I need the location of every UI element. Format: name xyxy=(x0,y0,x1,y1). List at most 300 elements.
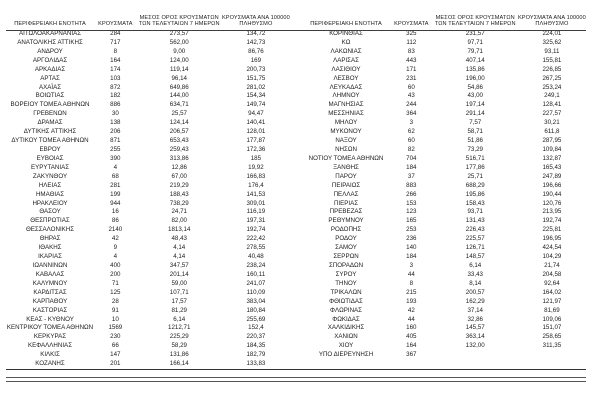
avg7-cell: 67,00 xyxy=(171,172,187,180)
table-row xyxy=(302,289,586,298)
table-row xyxy=(302,217,586,226)
region-cell: ΝΑΞΟΥ xyxy=(335,137,357,145)
avg7-cell: 51,86 xyxy=(467,137,483,145)
table-row xyxy=(6,164,290,173)
per100k-cell: 180,84 xyxy=(246,306,266,314)
region-cell: ΚΕΦΑΛΛΗΝΙΑΣ xyxy=(28,342,73,350)
region-cell: ΑΝΑΤΟΛΙΚΗΣ ΑΤΤΙΚΗΣ xyxy=(17,38,83,46)
cases-cell: 42 xyxy=(407,306,415,314)
per100k-cell: 120,76 xyxy=(542,199,562,207)
per100k-cell: 224,01 xyxy=(542,30,562,37)
avg7-cell: 363,14 xyxy=(465,333,485,341)
table-row xyxy=(302,262,586,271)
per100k-cell: 128,01 xyxy=(246,128,266,136)
per100k-cell: 154,34 xyxy=(246,92,266,100)
cases-cell: 871 xyxy=(110,137,121,145)
table-row xyxy=(302,244,586,253)
avg7-cell: 124,14 xyxy=(169,119,189,127)
cases-cell: 944 xyxy=(110,199,121,207)
per100k-cell: 241,07 xyxy=(246,279,266,287)
avg7-cell: 9,00 xyxy=(173,47,186,55)
region-cell: ΕΥΡΥΤΑΝΙΑΣ xyxy=(30,163,70,171)
region-cell: ΚΟΡΙΝΘΙΑΣ xyxy=(329,30,363,37)
table-row xyxy=(302,342,586,351)
table-row xyxy=(302,316,586,325)
col-header-avg7 xyxy=(433,4,518,30)
per100k-cell: 200,73 xyxy=(246,65,266,73)
region-cell: ΠΑΡΟΥ xyxy=(335,172,357,180)
cases-cell: 30 xyxy=(111,110,119,118)
cases-cell: 165 xyxy=(406,217,417,225)
table-row xyxy=(6,280,290,289)
per100k-cell: 311,35 xyxy=(542,342,562,350)
region-cell: ΑΡΚΑΔΙΑΣ xyxy=(34,65,66,73)
table-row xyxy=(302,191,586,200)
avg7-cell: 200,57 xyxy=(465,288,485,296)
per100k-cell: 169 xyxy=(250,56,262,64)
avg7-cell: 93,71 xyxy=(467,208,483,216)
region-cell: ΛΑΣΙΘΙΟΥ xyxy=(331,65,361,73)
per100k-cell: 92,64 xyxy=(544,279,560,287)
per100k-cell: 204,58 xyxy=(542,270,562,278)
table-row xyxy=(302,146,586,155)
per100k-cell: 152,4 xyxy=(248,324,264,332)
per100k-cell: 149,74 xyxy=(246,101,266,109)
per100k-cell: 21,74 xyxy=(544,261,560,269)
region-cell: ΛΗΜΝΟΥ xyxy=(332,92,360,100)
cases-cell: 215 xyxy=(406,288,417,296)
header-row xyxy=(302,4,586,30)
col-header-avg7 xyxy=(137,4,222,30)
per100k-cell: 134,72 xyxy=(246,30,266,37)
per100k-cell: 116,19 xyxy=(246,208,266,216)
cases-cell: 405 xyxy=(406,333,417,341)
avg7-cell: 82,00 xyxy=(171,217,187,225)
region-cell: ΜΕΣΣΗΝΙΑΣ xyxy=(328,110,364,118)
avg7-cell: 37,14 xyxy=(467,306,483,314)
per100k-cell: 253,24 xyxy=(542,83,562,91)
per100k-cell: 309,01 xyxy=(246,199,266,207)
avg7-cell: 25,57 xyxy=(171,110,187,118)
table-row xyxy=(6,57,290,66)
region-cell: ΖΑΚΥΝΘΟΥ xyxy=(32,172,68,180)
table-row xyxy=(6,119,290,128)
region-cell: ΦΩΚΙΔΑΣ xyxy=(332,315,360,323)
table-body-right xyxy=(302,30,586,360)
table-row xyxy=(6,351,290,360)
cases-cell: 325 xyxy=(406,30,417,37)
cases-cell: 8 xyxy=(113,47,118,55)
cases-cell: 266 xyxy=(406,190,417,198)
avg7-cell: 516,71 xyxy=(465,154,485,162)
avg7-cell: 231,57 xyxy=(465,30,485,37)
region-cell: ΗΜΑΘΙΑΣ xyxy=(35,190,65,198)
cases-cell: 4 xyxy=(113,253,118,261)
per100k-cell: 177,87 xyxy=(246,137,266,145)
avg7-cell: 562,00 xyxy=(169,38,189,46)
table-row xyxy=(302,137,586,146)
cases-cell: 201 xyxy=(110,360,121,368)
per100k-cell: 151,07 xyxy=(542,324,562,332)
table-row xyxy=(6,128,290,137)
region-cell: ΘΗΡΑΣ xyxy=(39,235,61,243)
region-cell: ΠΕΛΛΑΣ xyxy=(333,190,359,198)
region-cell: ΜΗΛΟΥ xyxy=(334,119,358,127)
cases-cell: 200 xyxy=(110,270,121,278)
cases-cell: 236 xyxy=(406,235,417,243)
cases-cell: 91 xyxy=(111,306,119,314)
region-cell: ΧΙΟΥ xyxy=(338,342,354,350)
table-row xyxy=(6,200,290,209)
table-row xyxy=(6,208,290,217)
avg7-cell: 6,14 xyxy=(469,261,482,269)
region-cell: ΔΥΤΙΚΟΥ ΤΟΜΕΑ ΑΘΗΝΩΝ xyxy=(11,137,89,145)
per100k-cell: 184,35 xyxy=(246,342,266,350)
cases-cell: 112 xyxy=(406,38,417,46)
region-cell: ΧΑΛΚΙΔΙΚΗΣ xyxy=(327,324,365,332)
cases-cell: 71 xyxy=(111,279,119,287)
col-header-per100k xyxy=(222,4,290,30)
region-cell: ΑΝΔΡΟΥ xyxy=(37,47,63,55)
per100k-cell: 142,73 xyxy=(246,38,266,46)
avg7-cell: 12,86 xyxy=(171,163,187,171)
table-row xyxy=(6,307,290,316)
cases-cell: 43 xyxy=(407,92,415,100)
table-row xyxy=(6,101,290,110)
cases-cell: 231 xyxy=(406,74,417,82)
avg7-cell: 158,43 xyxy=(465,199,485,207)
region-cell: ΣΕΡΡΩΝ xyxy=(333,253,359,261)
table-row xyxy=(6,137,290,146)
cases-cell: 153 xyxy=(406,199,417,207)
avg7-cell: 649,86 xyxy=(169,83,189,91)
cases-cell: 140 xyxy=(406,244,417,252)
table-row xyxy=(302,128,586,137)
cases-cell: 281 xyxy=(110,181,121,189)
table-row xyxy=(6,271,290,280)
per100k-header-line2: ΠΛΗΘΥΣΜΟ xyxy=(239,21,273,28)
table-row xyxy=(6,30,290,39)
avg7-cell: 291,14 xyxy=(465,110,485,118)
table-row xyxy=(6,39,290,48)
avg7-cell: 313,86 xyxy=(169,154,189,162)
avg7-header-line1: ΜΕΣΟΣ ΟΡΟΣ ΚΡΟΥΣΜΑΤΩΝ xyxy=(435,14,515,21)
avg7-cell: 197,14 xyxy=(465,101,485,109)
region-cell: ΚΑΒΑΛΑΣ xyxy=(35,270,65,278)
cases-cell: 400 xyxy=(110,261,121,269)
region-cell: ΠΕΙΡΑΙΩΣ xyxy=(331,181,361,189)
table-row xyxy=(6,316,290,325)
table-row xyxy=(302,333,586,342)
regional-cases-table-right xyxy=(302,4,586,360)
per100k-cell: 140,41 xyxy=(246,119,266,127)
table-row xyxy=(302,57,586,66)
region-cell: ΓΡΕΒΕΝΩΝ xyxy=(33,110,67,118)
per100k-cell: 287,95 xyxy=(542,137,562,145)
cases-cell: 206 xyxy=(110,128,121,136)
region-cell: ΑΙΤΩΛΟΑΚΑΡΝΑΝΙΑΣ xyxy=(18,30,82,37)
table-row xyxy=(302,75,586,84)
cases-cell: 123 xyxy=(406,208,417,216)
avg7-cell: 201,14 xyxy=(169,270,189,278)
avg7-header-line1: ΜΕΣΟΣ ΟΡΟΣ ΚΡΟΥΣΜΑΤΩΝ xyxy=(139,14,219,21)
region-cell: ΝΟΤΙΟΥ ΤΟΜΕΑ ΑΘΗΝΩΝ xyxy=(308,154,384,162)
table-row xyxy=(302,271,586,280)
per100k-cell: 255,69 xyxy=(246,315,266,323)
avg7-cell: 738,29 xyxy=(169,199,189,207)
per100k-cell: 267,25 xyxy=(542,74,562,82)
region-cell: ΘΑΣΟΥ xyxy=(39,208,61,216)
per100k-cell: 141,53 xyxy=(246,190,266,198)
cases-cell: 147 xyxy=(110,351,121,359)
per100k-cell: 164,02 xyxy=(542,288,562,296)
region-cell: ΚΕΡΚΥΡΑΣ xyxy=(33,333,67,341)
avg7-cell: 107,71 xyxy=(169,288,189,296)
cases-cell: 199 xyxy=(110,190,121,198)
avg7-cell: 4,14 xyxy=(173,244,186,252)
per100k-cell: 172,36 xyxy=(246,145,266,153)
region-cell: ΤΗΝΟΥ xyxy=(335,279,357,287)
cases-cell: 164 xyxy=(406,342,417,350)
table-row xyxy=(302,208,586,217)
table-row xyxy=(6,146,290,155)
region-cell: ΛΕΣΒΟΥ xyxy=(333,74,359,82)
table-row xyxy=(6,235,290,244)
avg7-cell: 144,00 xyxy=(169,92,189,100)
avg7-cell: 188,43 xyxy=(169,190,189,198)
region-cell: ΦΘΙΩΤΙΔΑΣ xyxy=(329,297,363,305)
avg7-cell: 97,71 xyxy=(467,38,483,46)
avg7-cell: 135,86 xyxy=(465,65,485,73)
cases-cell: 103 xyxy=(110,74,121,82)
table-row xyxy=(302,119,586,128)
cases-cell: 83 xyxy=(407,47,415,55)
region-cell: ΗΛΕΙΑΣ xyxy=(38,181,62,189)
avg7-cell: 59,00 xyxy=(171,279,187,287)
avg7-cell: 177,86 xyxy=(465,163,485,171)
avg7-cell: 145,57 xyxy=(465,324,485,332)
region-cell: ΔΥΤΙΚΗΣ ΑΤΤΙΚΗΣ xyxy=(23,128,77,136)
avg7-cell: 79,71 xyxy=(467,47,483,55)
cases-cell: 174 xyxy=(110,65,121,73)
avg7-cell: 8,14 xyxy=(469,279,482,287)
avg7-cell: 7,57 xyxy=(469,119,482,127)
tables-container xyxy=(6,4,586,369)
per100k-header-line1: ΚΡΟΥΣΜΑΤΑ ΑΝΑ 100000 xyxy=(221,14,290,21)
cases-cell: 284 xyxy=(110,30,121,37)
region-cell: ΑΡΤΑΣ xyxy=(40,74,60,82)
cases-cell: 704 xyxy=(406,154,417,162)
region-cell: ΡΟΔΟΠΗΣ xyxy=(330,226,362,234)
avg7-cell: 226,43 xyxy=(465,226,485,234)
regional-cases-table-left xyxy=(6,4,290,369)
avg7-cell: 96,14 xyxy=(171,74,187,82)
region-cell: ΛΑΡΙΣΑΣ xyxy=(333,56,359,64)
cases-cell: 443 xyxy=(406,56,417,64)
avg7-cell: 196,00 xyxy=(465,74,485,82)
cases-cell: 364 xyxy=(406,110,417,118)
per100k-cell: 238,24 xyxy=(246,261,266,269)
per100k-cell: 176,4 xyxy=(248,181,264,189)
footer-divider-top xyxy=(6,377,586,378)
avg7-cell: 4,14 xyxy=(173,253,186,261)
per100k-cell: 121,97 xyxy=(542,297,562,305)
region-cell: ΧΑΝΙΩΝ xyxy=(334,333,358,341)
per100k-cell: 128,41 xyxy=(542,101,562,109)
cases-cell: 62 xyxy=(407,128,415,136)
region-cell: ΘΕΣΠΡΩΤΙΑΣ xyxy=(30,217,70,225)
avg7-cell: 653,43 xyxy=(169,137,189,145)
table-row xyxy=(302,48,586,57)
col-header-region: ΠΕΡΙΦΕΡΕΙΑΚΗ ΕΝΟΤΗΤΑ xyxy=(14,21,86,28)
table-row xyxy=(302,298,586,307)
table-row xyxy=(6,226,290,235)
table-row xyxy=(302,110,586,119)
cases-cell: 44 xyxy=(407,315,415,323)
per100k-cell: 281,02 xyxy=(246,83,266,91)
per100k-cell: 226,85 xyxy=(542,65,562,73)
region-cell: ΜΥΚΟΝΟΥ xyxy=(330,128,362,136)
avg7-header-line2: ΤΩΝ ΤΕΛΕΥΤΑΙΩΝ 7 ΗΜΕΡΩΝ xyxy=(434,21,516,28)
table-row xyxy=(6,253,290,262)
avg7-cell: 162,29 xyxy=(465,297,485,305)
table-row xyxy=(6,360,290,369)
table-header-left xyxy=(6,4,290,30)
table-row xyxy=(6,48,290,57)
region-cell: ΑΡΓΟΛΙΔΑΣ xyxy=(32,56,68,64)
cases-cell: 1569 xyxy=(108,324,123,332)
table-row xyxy=(302,324,586,333)
region-cell: ΡΕΘΥΜΝΟΥ xyxy=(328,217,364,225)
avg7-cell: 58,71 xyxy=(467,128,483,136)
region-cell: ΝΗΣΩΝ xyxy=(335,145,357,153)
table-row xyxy=(302,253,586,262)
avg7-cell: 73,29 xyxy=(467,145,483,153)
col-header-cases: ΚΡΟΥΣΜΑΤΑ xyxy=(394,21,429,28)
per100k-cell: 424,54 xyxy=(542,244,562,252)
avg7-cell: 1212,71 xyxy=(168,324,191,332)
cases-cell: 28 xyxy=(111,297,119,305)
per100k-cell: 132,87 xyxy=(542,154,562,162)
per100k-cell: 110,09 xyxy=(246,288,266,296)
avg7-cell: 6,14 xyxy=(173,315,186,323)
cases-cell: 184 xyxy=(406,253,417,261)
table-row xyxy=(6,342,290,351)
per100k-cell: 225,81 xyxy=(542,226,562,234)
cases-cell: 2140 xyxy=(108,226,123,234)
table-row xyxy=(302,200,586,209)
region-cell: ΞΑΝΘΗΣ xyxy=(333,163,359,171)
avg7-cell: 131,86 xyxy=(169,351,189,359)
avg7-cell: 119,14 xyxy=(169,65,189,73)
per100k-cell: 258,65 xyxy=(542,333,562,341)
cases-cell: 367 xyxy=(406,351,417,359)
table-row xyxy=(302,182,586,191)
avg7-cell: 131,43 xyxy=(465,217,485,225)
avg7-cell: 634,71 xyxy=(169,101,189,109)
table-row xyxy=(6,217,290,226)
avg7-cell: 148,57 xyxy=(465,253,485,261)
table-row xyxy=(6,191,290,200)
region-cell: ΗΡΑΚΛΕΙΟΥ xyxy=(32,199,68,207)
header-divider xyxy=(6,30,586,31)
table-row xyxy=(6,66,290,75)
avg7-cell: 126,71 xyxy=(465,244,485,252)
avg7-cell: 24,71 xyxy=(171,208,187,216)
cases-cell: 138 xyxy=(110,119,121,127)
header-row xyxy=(6,4,290,30)
region-cell: ΣΑΜΟΥ xyxy=(335,244,357,252)
cases-cell: 255 xyxy=(110,145,121,153)
per100k-cell: 196,66 xyxy=(542,181,562,189)
per100k-cell: 155,81 xyxy=(542,56,562,64)
cases-cell: 184 xyxy=(406,163,417,171)
avg7-cell: 688,29 xyxy=(465,181,485,189)
cases-cell: 3 xyxy=(409,261,414,269)
table-row xyxy=(6,84,290,93)
table-row xyxy=(302,351,586,360)
table-row xyxy=(6,244,290,253)
region-cell: ΤΡΙΚΑΛΩΝ xyxy=(330,288,362,296)
table-body-left xyxy=(6,30,290,369)
cases-cell: 42 xyxy=(111,235,119,243)
per100k-cell: 325,62 xyxy=(542,38,562,46)
per100k-cell: 192,74 xyxy=(246,226,266,234)
region-cell: ΑΧΑΪΑΣ xyxy=(38,83,62,91)
region-cell: ΛΑΚΩΝΙΑΣ xyxy=(330,47,362,55)
per100k-cell: 611,8 xyxy=(544,128,560,136)
per100k-cell: 196,95 xyxy=(542,235,562,243)
cases-cell: 253 xyxy=(406,226,417,234)
table-row xyxy=(6,182,290,191)
region-cell: ΛΕΥΚΑΔΑΣ xyxy=(329,83,363,91)
cases-cell: 164 xyxy=(110,56,121,64)
avg7-cell: 32,86 xyxy=(467,315,483,323)
avg7-cell: 206,57 xyxy=(169,128,189,136)
cases-cell: 44 xyxy=(407,270,415,278)
cases-cell: 10 xyxy=(111,315,119,323)
per100k-cell: 185 xyxy=(250,154,262,162)
table-row xyxy=(302,66,586,75)
cases-cell: 60 xyxy=(407,137,415,145)
cases-cell: 244 xyxy=(406,101,417,109)
col-header-cases: ΚΡΟΥΣΜΑΤΑ xyxy=(98,21,133,28)
per100k-cell: 222,42 xyxy=(246,235,266,243)
cases-cell: 9 xyxy=(113,244,118,252)
per100k-cell: 104,29 xyxy=(542,253,562,261)
region-cell: ΕΒΡΟΥ xyxy=(39,145,61,153)
avg7-cell: 1813,14 xyxy=(168,226,191,234)
table-row xyxy=(6,298,290,307)
avg7-cell: 225,57 xyxy=(465,235,485,243)
table-row xyxy=(6,173,290,182)
cases-cell: 86 xyxy=(111,217,119,225)
per100k-header-line2: ΠΛΗΘΥΣΜΟ xyxy=(535,21,569,28)
col-header-per100k xyxy=(518,4,586,30)
table-row xyxy=(302,164,586,173)
cases-cell: 390 xyxy=(110,154,121,162)
table-row xyxy=(6,75,290,84)
per100k-cell: 249,1 xyxy=(544,92,560,100)
per100k-cell: 278,55 xyxy=(246,244,266,252)
per100k-cell xyxy=(518,351,586,360)
per100k-cell: 133,83 xyxy=(246,360,266,368)
cases-cell: 4 xyxy=(113,163,118,171)
cases-cell: 37 xyxy=(407,172,415,180)
region-cell: ΕΥΒΟΙΑΣ xyxy=(36,154,64,162)
per100k-cell: 197,31 xyxy=(246,217,266,225)
avg7-cell: 48,43 xyxy=(171,235,187,243)
